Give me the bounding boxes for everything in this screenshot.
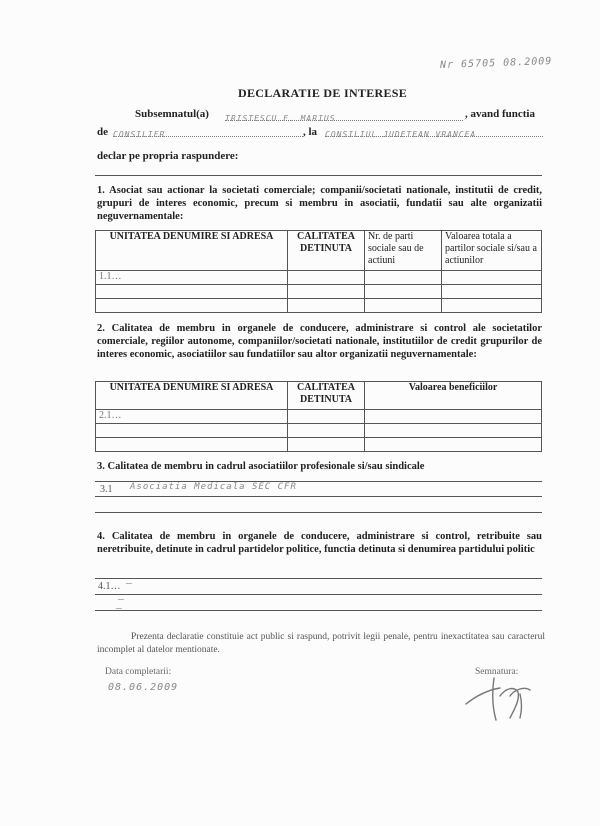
la-label: , la <box>303 126 318 138</box>
s4-dash: — <box>126 578 134 589</box>
name-field <box>225 108 463 121</box>
date-label: Data completarii: <box>105 667 172 677</box>
divider <box>95 610 542 611</box>
date-handwritten: 08.06.2009 <box>108 682 179 693</box>
signature-image <box>448 666 538 726</box>
s4-row-1: 4.1… <box>98 581 121 592</box>
name-handwritten: TRISTESCU F. MARIUS <box>225 114 336 123</box>
footer-statement: Prezenta declaratie constituie act public si raspund, potrivit legii penale, pentru inexactitatea sau caracterul incomplet al datelor mentionate. <box>97 632 545 655</box>
signature-label: Semnatura: <box>475 667 519 677</box>
de-label: de <box>97 126 108 138</box>
s4-dash: — <box>116 603 124 614</box>
institution-field <box>325 124 543 137</box>
section-4-heading: 4. Calitatea de membru in organele de conducere, administrare si control, retribuite sau neretribuite, detinute in cadrul partidelor politice, functia detinuta si denumirea partidului politic <box>97 531 542 555</box>
subsemnatul-label: Subsemnatul(a) <box>135 108 209 120</box>
s1-row-1: 1.1… <box>96 271 288 285</box>
s3-row-label: 3.1 <box>100 484 113 495</box>
s4-dash: — <box>118 594 126 605</box>
divider <box>95 594 542 595</box>
section-2-table <box>95 381 542 452</box>
s1-col-valoarea: Valoarea totala a partilor sociale si/sau a actiunilor <box>442 231 542 271</box>
declar-text: declar pe propria raspundere: <box>97 150 239 162</box>
s2-col-unitatea: UNITATEA DENUMIRE SI ADRESA <box>96 382 288 410</box>
section-2-heading: 2. Calitatea de membru in organele de conducere, administrare si control ale societatilor comerciale, regiilor autonome, companiilor/societati nationale, institutiilor de credit grupurilor de interes economic, asociatiilor sau fundatiilor sau altor organizatii neguvernamentale: <box>97 323 542 360</box>
institution-handwritten: CONSILIUL JUDETEAN VRANCEA <box>325 130 477 139</box>
s2-col-calitatea: CALITATEA DETINUTA <box>288 382 365 410</box>
s2-row-1: 2.1… <box>96 410 288 424</box>
s2-col-valoarea: Valoarea beneficiilor <box>365 382 542 410</box>
page-title: DECLARATIE DE INTERESE <box>238 86 408 100</box>
function-handwritten: CONSILIER <box>113 130 166 139</box>
section-3-heading: 3. Calitatea de membru in cadrul asociatiilor profesionale si/sau sindicale <box>97 461 425 472</box>
s1-col-nr-parti: Nr. de parti sociale sau de actiuni <box>365 231 442 271</box>
s1-col-unitatea: UNITATEA DENUMIRE SI ADRESA <box>96 231 288 271</box>
s1-col-calitatea: CALITATEA DETINUTA <box>288 231 365 271</box>
section-1-table <box>95 230 542 313</box>
divider <box>95 175 542 176</box>
divider <box>95 512 542 513</box>
divider <box>95 496 542 497</box>
function-field <box>113 124 303 137</box>
registration-number: Nr 65705 08.2009 <box>439 56 553 71</box>
section-1-heading: 1. Asociat sau actionar la societati comerciale; companii/societati nationale, institutii de credit, grupuri de interes economic, precum si membru in asociatii, fundatii sau alte organizatii neguvernamentale: <box>97 185 542 222</box>
divider <box>95 578 542 579</box>
function-label: , avand functia <box>465 108 535 120</box>
divider <box>95 451 542 452</box>
s3-row-handwritten: Asociatia Medicala SEC CFR <box>130 482 297 492</box>
